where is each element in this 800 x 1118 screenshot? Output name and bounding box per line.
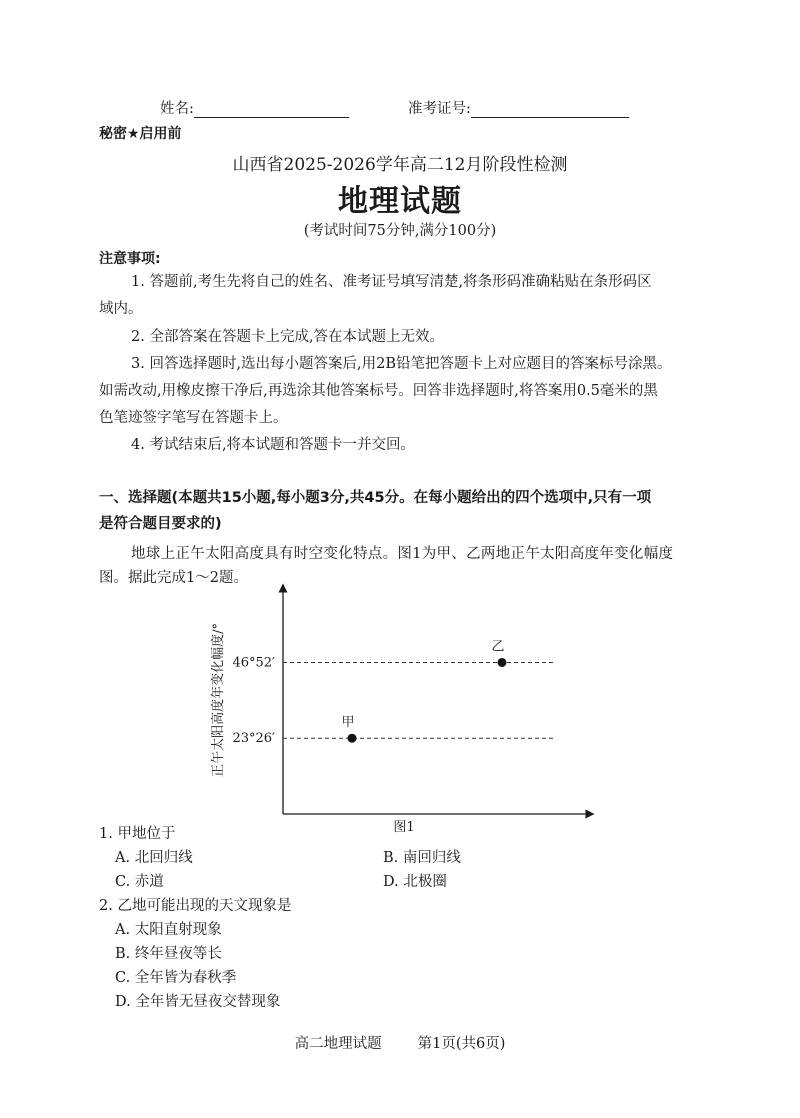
exam-id-label: 准考证号:	[408, 101, 471, 117]
section1-intro-line-1: 地球上正午太阳高度具有时空变化特点。图1为甲、乙两地正午太阳高度年变化幅度	[131, 546, 674, 562]
question-2-option-a: A. 太阳直射现象	[115, 922, 222, 938]
secret-label: 秘密★启用前	[99, 126, 182, 142]
question-2-option-b: B. 终年昼夜等长	[115, 946, 222, 962]
notice-item-3-line-1: 3. 回答选择题时,选出每小题答案后,用2B铅笔把答题卡上对应题目的答案标号涂黑。	[131, 356, 672, 372]
notice-item-1-line-1: 1. 答题前,考生先将自己的姓名、准考证号填写清楚,将条形码准确粘贴在条形码区	[131, 274, 652, 290]
chart-point-1	[348, 734, 357, 743]
question-1-option-a: A. 北回归线	[115, 850, 193, 866]
notice-item-4-line-1: 4. 考试结束后,将本试题和答题卡一并交回。	[131, 437, 416, 453]
chart-y-tick-label-2: 23°26′	[232, 731, 275, 747]
footer	[0, 1032, 800, 1053]
question-2-stem: 2. 乙地可能出现的天文现象是	[99, 898, 292, 914]
notice-item-3-line-3: 色笔迹签字笔写在答题卡上。	[99, 410, 288, 426]
question-2-option-d: D. 全年皆无昼夜交替现象	[115, 994, 281, 1010]
name-label: 姓名:	[160, 101, 194, 117]
question-1-option-c: C. 赤道	[115, 874, 164, 890]
question-1-option-d: D. 北极圈	[383, 874, 447, 890]
exam-info: (考试时间75分钟,满分100分)	[303, 223, 497, 239]
question-1-stem: 1. 甲地位于	[99, 826, 176, 842]
footer-subject: 高二地理试题	[294, 1036, 382, 1052]
exam-subtitle: 山西省2025-2026学年高二12月阶段性检测	[232, 155, 568, 175]
notice-item-1-line-2: 域内。	[99, 301, 143, 317]
notice-item-2-line-1: 2. 全部答案在答题卡上完成,答在本试题上无效。	[131, 329, 445, 345]
section1-heading-line-1: 一、选择题(本题共15小题,每小题3分,共45分。在每小题给出的四个选项中,只有一项	[99, 490, 652, 506]
chart-title: 图1	[393, 820, 415, 835]
exam-id-blank	[471, 101, 629, 118]
exam-id-field	[408, 97, 629, 118]
chart-y-axis-label: 正午太阳高度年变化幅度/°	[211, 623, 226, 777]
chart-point-label-2: 乙	[491, 639, 505, 655]
chart-point-label-1: 甲	[341, 715, 355, 731]
chart-point-2	[498, 658, 507, 667]
chart-y-tick-label-1: 46°52′	[232, 655, 275, 671]
section1-intro-line-2: 图。据此完成1～2题。	[99, 570, 248, 586]
footer-page: 第1页(共6页)	[417, 1036, 506, 1052]
notice-item-3-line-2: 如需改动,用橡皮擦干净后,再选涂其他答案标号。回答非选择题时,将答案用0.5毫米的黑	[99, 383, 658, 399]
notice-heading: 注意事项:	[99, 251, 161, 267]
question-2-option-c: C. 全年皆为春秋季	[115, 970, 237, 986]
section1-heading-line-2: 是符合题目要求的)	[99, 516, 222, 532]
question-1-option-b: B. 南回归线	[383, 850, 461, 866]
figure-1-chart	[0, 580, 800, 840]
page-title: 地理试题	[338, 184, 462, 219]
name-blank	[194, 101, 349, 118]
name-field	[160, 97, 349, 118]
